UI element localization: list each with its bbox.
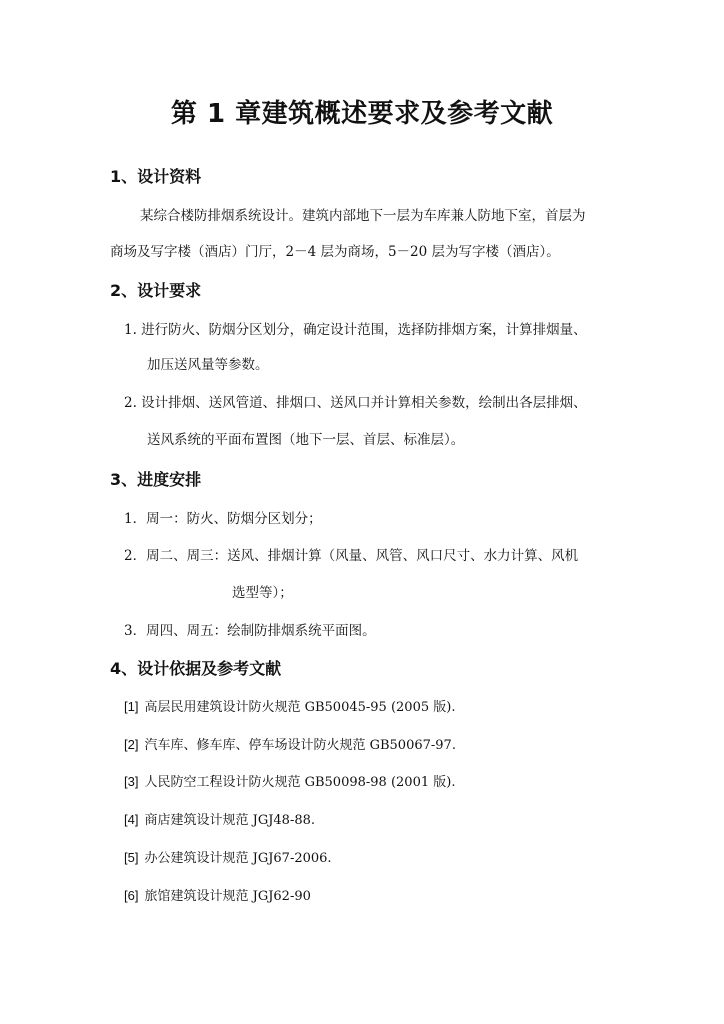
list-item: 2. 设计排烟、送风管道、排烟口、送风口并计算相关参数，绘制出各层排烟、	[124, 395, 587, 411]
reference-number: [1]	[124, 699, 139, 714]
reference-text: 旅馆建筑设计规范 JGJ62-90	[144, 889, 311, 904]
list-item: 1．周一：防火、防烟分区划分；	[124, 511, 322, 527]
list-item: 3．周四、周五：绘制防排烟系统平面图。	[124, 623, 376, 639]
paragraph-line: 商场及写字楼（酒店）门厅，2－4 层为商场，5－20 层为写字楼（酒店）。	[110, 244, 560, 260]
reference-number: [2]	[124, 737, 139, 752]
list-item: 2．周二、周三：送风、排烟计算（风量、风管、风口尺寸、水力计算、风机	[124, 548, 579, 564]
reference-number: [3]	[124, 774, 139, 789]
reference-item	[124, 696, 455, 715]
reference-text: 高层民用建筑设计防火规范 GB50045-95 (2005 版).	[144, 700, 456, 715]
reference-number: [6]	[124, 888, 139, 903]
list-item-continuation: 选型等）；	[232, 585, 293, 601]
list-item: 1. 进行防火、防烟分区划分，确定设计范围，选择防排烟方案，计算排烟量、	[124, 322, 587, 338]
reference-number: [4]	[124, 812, 139, 827]
list-item-continuation: 送风系统的平面布置图（地下一层、首层、标准层）。	[147, 432, 465, 448]
reference-number: [5]	[124, 850, 139, 865]
reference-item	[124, 809, 315, 828]
reference-item	[124, 734, 456, 753]
reference-item	[124, 885, 311, 904]
page-title: 第 1 章建筑概述要求及参考文献	[170, 99, 554, 129]
reference-text: 人民防空工程设计防火规范 GB50098-98 (2001 版).	[144, 775, 456, 790]
reference-text: 汽车库、修车库、停车场设计防火规范 GB50067-97.	[144, 738, 456, 753]
reference-text: 商店建筑设计规范 JGJ48-88.	[144, 813, 316, 828]
reference-item	[124, 847, 332, 866]
section-heading-design-data: 1、设计资料	[110, 167, 202, 186]
list-item-continuation: 加压送风量等参数。	[147, 357, 269, 373]
section-heading-references: 4、设计依据及参考文献	[110, 659, 282, 678]
section-heading-design-requirements: 2、设计要求	[110, 281, 202, 300]
reference-text: 办公建筑设计规范 JGJ67-2006.	[144, 851, 332, 866]
paragraph-line: 某综合楼防排烟系统设计。建筑内部地下一层为车库兼人防地下室，首层为	[140, 208, 586, 224]
reference-item	[124, 771, 455, 790]
section-heading-schedule: 3、进度安排	[110, 470, 202, 489]
